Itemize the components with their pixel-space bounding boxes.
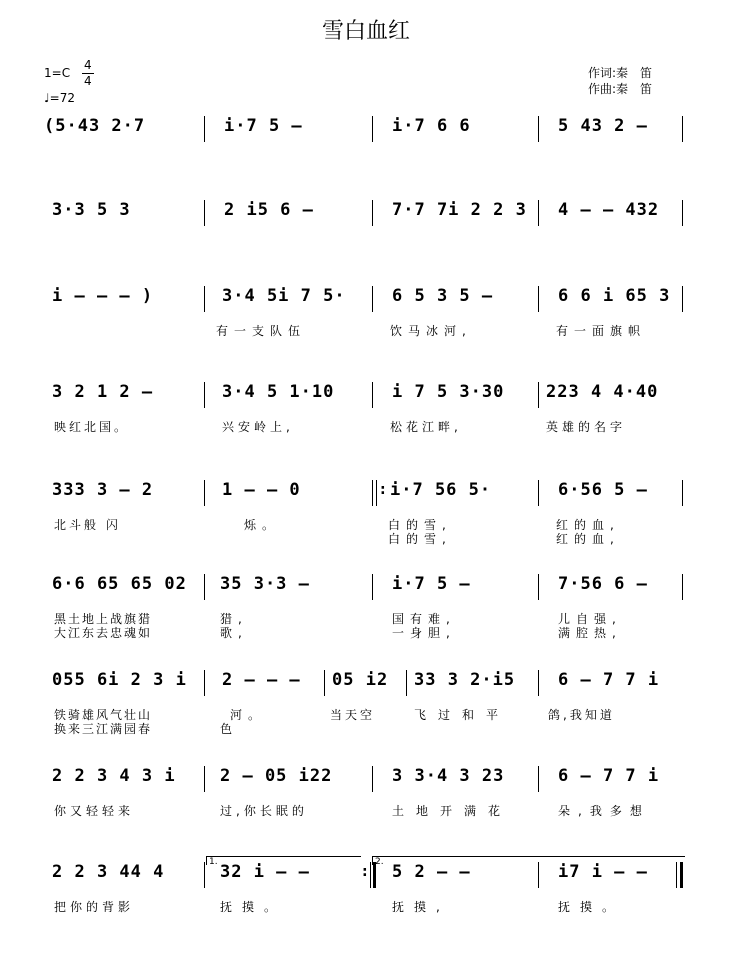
- measure: 5 2 – –: [392, 862, 471, 882]
- barline: [372, 286, 373, 312]
- measure: 4 – – 432: [558, 200, 660, 220]
- lyric-verse-2: 白的雪,: [388, 532, 452, 546]
- measure: 3·3 5 3: [52, 200, 131, 220]
- lyric-verse-1: 黑土地上战旗猎: [54, 612, 153, 626]
- barline: [204, 670, 205, 696]
- barline: [204, 574, 205, 600]
- measure: i·7 56 5·: [390, 480, 492, 500]
- lyric-verse-1: 飞过和平: [414, 708, 511, 722]
- lyric-verse-1: 儿自强,: [558, 612, 622, 626]
- barline: [538, 480, 539, 506]
- measure: 33 3 2·i5: [414, 670, 516, 690]
- barline: [682, 200, 683, 226]
- composer-credit: 作曲:秦 笛: [588, 82, 653, 96]
- lyric-verse-1: 河。: [230, 708, 267, 722]
- measure: 6 5 3 5 –: [392, 286, 494, 306]
- lyric-verse-1: 有一面旗帜: [556, 324, 647, 338]
- measure: 6 – 7 7 i: [558, 766, 660, 786]
- measure: i·7 5 –: [392, 574, 471, 594]
- barline: [204, 200, 205, 226]
- measure: 6 – 7 7 i: [558, 670, 660, 690]
- lyric-verse-1: 铁骑雄风气壮山: [54, 708, 153, 722]
- lyric-verse-2: 换来三江满园春: [54, 722, 153, 736]
- lyric-verse-1: 兴安岭上,: [222, 420, 294, 434]
- measure: 2 2 3 4 3 i: [52, 766, 176, 786]
- lyric-verse-1: 你又轻轻来: [54, 804, 135, 818]
- measure: i·7 5 –: [224, 116, 303, 136]
- lyric-verse-1: 抚摸。: [220, 900, 287, 914]
- time-signature-numerator: 4: [84, 58, 92, 72]
- lyricist-credit: 作词:秦 笛: [588, 66, 653, 80]
- measure: 6·6 65 65 02: [52, 574, 187, 594]
- lyric-verse-2: 色: [220, 722, 239, 736]
- barline: [372, 766, 373, 792]
- lyric-verse-2: 歌,: [220, 626, 248, 640]
- barline: [204, 480, 205, 506]
- barline: [372, 574, 373, 600]
- measure: 32 i – –: [220, 862, 310, 882]
- measure: 1 – – 0: [222, 480, 301, 500]
- lyric-verse-1: 饮马冰河,: [390, 324, 472, 338]
- measure: 2 i5 6 –: [224, 200, 314, 220]
- lyric-verse-2: 满腔热,: [558, 626, 622, 640]
- measure: i – – – ): [52, 286, 154, 306]
- measure: 05 i2: [332, 670, 389, 690]
- repeat-dots: :: [380, 482, 386, 498]
- time-signature-denominator: 4: [84, 74, 92, 88]
- barline: [538, 200, 539, 226]
- tempo-marking: ♩=72: [44, 91, 75, 105]
- final-barline-thick: [680, 862, 683, 888]
- barline: [372, 382, 373, 408]
- barline: [682, 480, 683, 506]
- lyric-verse-1: 朵,我多想: [558, 804, 650, 818]
- lyric-verse-1: 鸽,我知道: [548, 708, 615, 722]
- measure: 3·4 5 1·10: [222, 382, 335, 402]
- barline: [204, 382, 205, 408]
- lyric-verse-2: 一身胆,: [392, 626, 456, 640]
- lyric-verse-1: 过,你长眠的: [220, 804, 308, 818]
- barline: [204, 116, 205, 142]
- barline: [682, 286, 683, 312]
- barline: [538, 574, 539, 600]
- repeat-start-barline-thin: [376, 480, 377, 506]
- measure: 7·56 6 –: [558, 574, 648, 594]
- measure: 3 3·4 3 23: [392, 766, 505, 786]
- measure: 5 43 2 –: [558, 116, 648, 136]
- lyric-verse-1: 北斗般 闪: [54, 518, 121, 532]
- barline: [204, 862, 205, 888]
- measure: i·7 6 6: [392, 116, 471, 136]
- measure: 055 6i 2 3 i: [52, 670, 187, 690]
- repeat-start-barline: [372, 480, 373, 506]
- barline: [538, 286, 539, 312]
- lyric-verse-1: 抚摸,: [392, 900, 450, 914]
- barline: [324, 670, 325, 696]
- repeat-dots: :: [362, 864, 368, 880]
- measure: i7 i – –: [558, 862, 648, 882]
- barline: [204, 286, 205, 312]
- measure: 35 3·3 –: [220, 574, 310, 594]
- measure: 6·56 5 –: [558, 480, 648, 500]
- lyric-verse-1: 把你的背影: [54, 900, 135, 914]
- second-ending-bracket: 2.: [372, 856, 685, 865]
- measure: 2 – – –: [222, 670, 301, 690]
- lyric-verse-1: 有一支队伍: [216, 324, 307, 338]
- measure: 2 2 3 44 4: [52, 862, 165, 882]
- barline: [538, 116, 539, 142]
- barline: [682, 116, 683, 142]
- barline: [406, 670, 407, 696]
- lyric-verse-1: 土地开满花: [392, 804, 513, 818]
- barline: [538, 382, 539, 408]
- song-title: 雪白血红: [321, 19, 410, 44]
- barline: [538, 862, 539, 888]
- measure: 333 3 – 2: [52, 480, 154, 500]
- lyric-verse-1: 白的雪,: [388, 518, 452, 532]
- lyric-verse-1: 烁。: [244, 518, 281, 532]
- final-barline-thin: [676, 862, 677, 888]
- first-ending-bracket: 1.: [206, 856, 361, 865]
- key-signature: 1=C: [44, 66, 71, 80]
- barline: [538, 766, 539, 792]
- lyric-verse-1: 抚摸。: [558, 900, 625, 914]
- lyric-verse-1: 猎,: [220, 612, 248, 626]
- lyric-verse-1: 红的血,: [556, 518, 620, 532]
- measure: 3·4 5i 7 5·: [222, 286, 346, 306]
- barline: [682, 574, 683, 600]
- lyric-verse-1: 国有难,: [392, 612, 456, 626]
- repeat-end-barline-thin: [370, 862, 371, 888]
- measure: (5·43 2·7: [44, 116, 146, 136]
- lyric-verse-2: 红的血,: [556, 532, 620, 546]
- barline: [372, 116, 373, 142]
- lyric-verse-1: 松花江畔,: [390, 420, 462, 434]
- barline: [372, 200, 373, 226]
- lyric-verse-1: 英雄的名字: [546, 420, 627, 434]
- measure: 223 4 4·40: [546, 382, 659, 402]
- lyric-verse-1: 映红北国。: [54, 420, 130, 434]
- lyric-verse-2: 大江东去忠魂如: [54, 626, 153, 640]
- measure: 2 – 05 i22: [220, 766, 333, 786]
- barline: [204, 766, 205, 792]
- barline: [538, 670, 539, 696]
- measure: 3 2 1 2 –: [52, 382, 154, 402]
- lyric-verse-1: 当天空: [330, 708, 376, 722]
- measure: 6 6 i 65 3: [558, 286, 671, 306]
- measure: i 7 5 3·30: [392, 382, 505, 402]
- measure: 7·7 7i 2 2 3: [392, 200, 527, 220]
